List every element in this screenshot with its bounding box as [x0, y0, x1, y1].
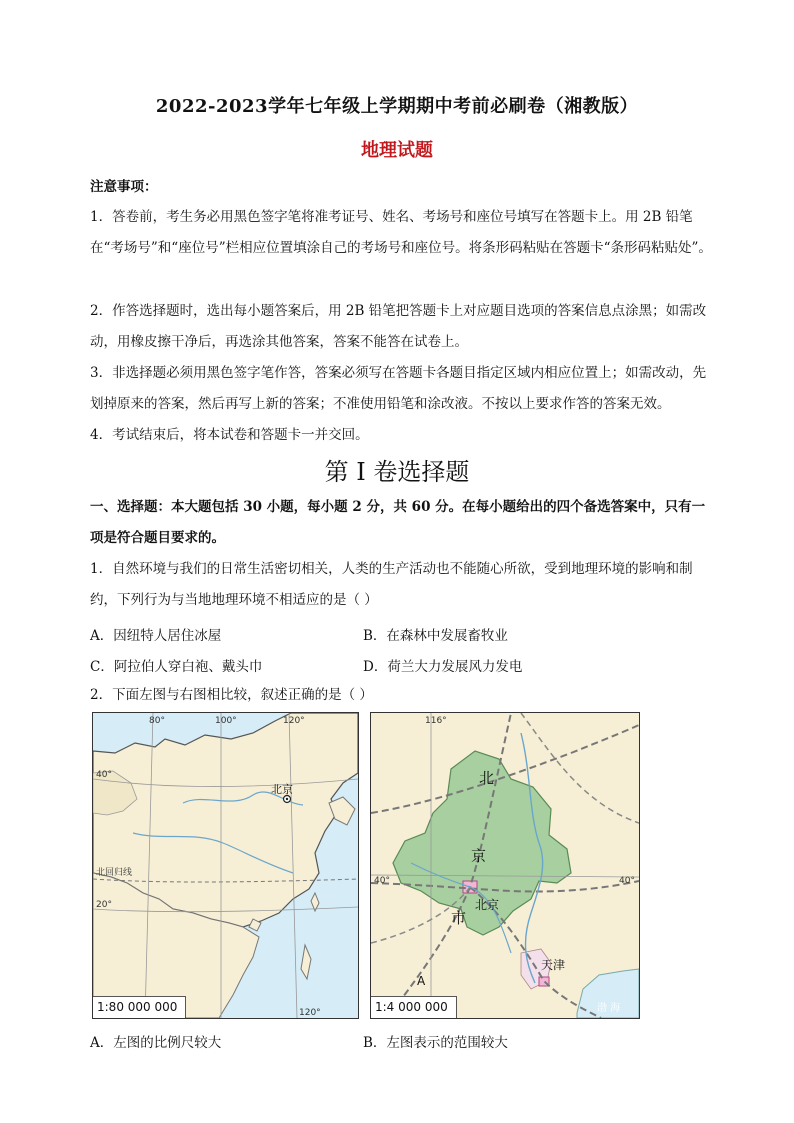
left-map-lon-label-120-bottom: 120° [299, 1008, 321, 1018]
left-map-lon-label-100: 100° [215, 716, 237, 726]
right-map-beijing [370, 712, 640, 1019]
left-map-graphic [93, 713, 358, 1018]
question-1-stem: 1．自然环境与我们的日常生活密切相关，人类的生产活动也不能随心所欲，受到地理环境的影响和制约，下列行为与当地地理环境不相适应的是（ ） [90, 561, 693, 608]
left-map-beijing-dot [286, 798, 288, 800]
left-map-lat-label-20: 20° [96, 900, 112, 910]
right-map-beijing-label: 北京 [475, 898, 500, 912]
section-instructions: 一、选择题：本大题包括 30 小题，每小题 2 分，共 60 分。在每小题给出的四个备选答案中，只有一项是符合题目要求的。 [90, 499, 706, 546]
question-2-option-a[interactable]: A．左图的比例尺较大 [90, 1035, 222, 1051]
right-map-lon-label: 116° [425, 716, 447, 726]
right-map-lat-label-left: 40° [374, 876, 390, 886]
left-map-lon-label-120-top: 120° [283, 716, 305, 726]
notice-heading: 注意事项： [90, 179, 158, 195]
right-map-tianjin-label: 天津 [541, 958, 566, 972]
left-map-tropic-label: 北回归线 [96, 868, 133, 878]
right-map-char-bei: 北 [479, 769, 495, 787]
notice-item-3: 3．非选择题必须用黑色签字笔作答，答案必须写在答题卡各题目指定区域内相应位置上；如需改动，先划掉原来的答案，然后再写上新的答案；不准使用铅笔和涂改液。不按以上要求作答的答案无效。 [90, 365, 707, 412]
left-map-lat-label-40: 40° [96, 770, 112, 780]
notice-item-2: 2．作答选择题时，选出每小题答案后，用 2B 铅笔把答题卡上对应题目选项的答案信息点涂黑；如需改动，用橡皮擦干净后，再选涂其他答案，答案不能答在试卷上。 [90, 303, 707, 350]
question-2-option-b[interactable]: B．左图表示的范围较大 [363, 1035, 508, 1051]
left-map-china [92, 712, 359, 1019]
left-map-scale: 1:80 000 000 [93, 996, 186, 1018]
right-map-char-shi: 市 [451, 909, 467, 927]
section-title: 第 I 卷选择题 [324, 458, 470, 486]
right-map-mark-a: A [417, 974, 426, 988]
exam-subtitle: 地理试题 [361, 140, 433, 161]
question-1-option-b[interactable]: B．在森林中发展畜牧业 [363, 628, 508, 644]
right-map-scale: 1:4 000 000 [371, 996, 457, 1018]
right-map-graphic [371, 713, 639, 1018]
question-2-stem: 2．下面左图与右图相比较，叙述正确的是（ ） [90, 687, 373, 703]
question-1-option-d[interactable]: D．荷兰大力发展风力发电 [363, 659, 523, 675]
notice-item-4: 4．考试结束后，将本试卷和答题卡一并交回。 [90, 427, 369, 443]
right-map-lat-label-right: 40° [619, 876, 635, 886]
question-1-option-c[interactable]: C．阿拉伯人穿白袍、戴头巾 [90, 659, 263, 675]
left-map-lon-label-80: 80° [149, 716, 165, 726]
question-1-option-a[interactable]: A．因纽特人居住冰屋 [90, 628, 222, 644]
right-map-char-jing: 京 [471, 847, 487, 865]
left-map-beijing-label: 北京 [271, 783, 293, 796]
exam-title: 2022-2023学年七年级上学期期中考前必刷卷（湘教版） [155, 96, 639, 117]
notice-item-1: 1．答卷前，考生务必用黑色签字笔将准考证号、姓名、考场号和座位号填写在答题卡上。用 2B 铅笔在“考场号”和“座位号”栏相应位置填涂自己的考场号和座位号。将条形码粘贴在答题卡“条形码粘贴处”。 [90, 209, 712, 256]
right-map-bohai-label: 渤 海 [597, 1003, 621, 1014]
